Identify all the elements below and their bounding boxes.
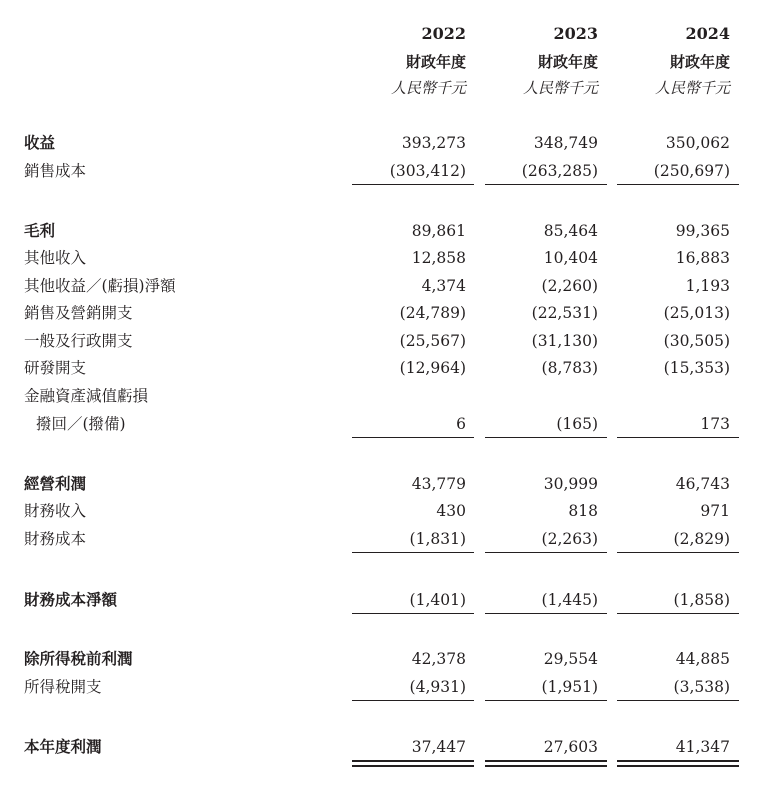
row-label: 毛利 [24, 221, 56, 240]
header-period: 財政年度 [537, 53, 598, 71]
header-unit: 人民幣千元 [654, 79, 730, 97]
row-label: 除所得稅前利潤 [24, 649, 133, 668]
table-row-selling-expenses [0, 302, 760, 324]
value-2024: 44,885 [675, 650, 730, 668]
value-2024: 971 [700, 502, 730, 520]
subtotal-rule [617, 552, 739, 553]
total-double-rule-bottom [485, 765, 607, 767]
table-row-finance-costs [0, 528, 760, 550]
value-2022: (25,567) [399, 332, 466, 350]
subtotal-rule [352, 613, 474, 614]
value-2024: 173 [700, 415, 730, 433]
subtotal-rule [617, 700, 739, 701]
value-2024: 16,883 [675, 249, 730, 267]
row-label: 財務成本淨額 [24, 590, 118, 609]
table-row-finance-income [0, 500, 760, 522]
value-2023: (1,445) [541, 591, 598, 609]
value-2023: 818 [568, 502, 598, 520]
row-label: 銷售成本 [24, 162, 87, 180]
value-2022: 89,861 [411, 222, 466, 240]
column-header-2023 [523, 24, 598, 98]
row-label: 其他收入 [24, 249, 87, 267]
row-label: 撥回／(撥備) [36, 415, 126, 433]
value-2022: 6 [456, 415, 466, 433]
total-double-rule-top [617, 760, 739, 762]
value-2023: 29,554 [543, 650, 598, 668]
subtotal-rule [352, 700, 474, 701]
value-2024: (15,353) [663, 359, 730, 377]
value-2022: 430 [436, 502, 466, 520]
subtotal-rule [485, 552, 607, 553]
subtotal-rule [617, 184, 739, 185]
table-row-cost-of-sales [0, 160, 760, 182]
table-row-other-gains [0, 275, 760, 297]
row-label: 其他收益／(虧損)淨額 [24, 277, 176, 295]
subtotal-rule [352, 437, 474, 438]
value-2024: (3,538) [673, 678, 730, 696]
value-2024: (250,697) [653, 162, 730, 180]
value-2022: 42,378 [411, 650, 466, 668]
value-2022: 12,858 [411, 249, 466, 267]
subtotal-rule [485, 437, 607, 438]
row-label: 收益 [24, 133, 56, 152]
value-2022: (1,401) [409, 591, 466, 609]
row-label: 金融資產減值虧損 [24, 387, 149, 405]
header-period: 財政年度 [405, 53, 466, 71]
value-2022: 43,779 [411, 475, 466, 493]
header-unit: 人民幣千元 [390, 79, 466, 97]
value-2023: (2,260) [541, 277, 598, 295]
value-2023: 10,404 [543, 249, 598, 267]
header-year: 2023 [553, 24, 598, 43]
value-2023: 27,603 [543, 738, 598, 756]
value-2022: (4,931) [409, 678, 466, 696]
value-2023: (8,783) [541, 359, 598, 377]
row-label: 財務成本 [24, 530, 87, 548]
table-row-revenue [0, 132, 760, 154]
subtotal-rule [485, 700, 607, 701]
value-2024: (1,858) [673, 591, 730, 609]
value-2022: 4,374 [421, 277, 466, 295]
value-2023: (1,951) [541, 678, 598, 696]
header-year: 2022 [421, 24, 466, 43]
value-2022: (12,964) [399, 359, 466, 377]
table-row-profit-for-year [0, 736, 760, 758]
header-year: 2024 [685, 24, 730, 43]
table-row-finance-costs-net [0, 589, 760, 611]
subtotal-rule [617, 613, 739, 614]
subtotal-rule [485, 613, 607, 614]
row-label: 銷售及營銷開支 [24, 304, 133, 322]
value-2022: 393,273 [401, 134, 466, 152]
value-2023: (165) [556, 415, 598, 433]
value-2024: (25,013) [663, 304, 730, 322]
row-label: 經營利潤 [24, 474, 87, 493]
total-double-rule-top [352, 760, 474, 762]
value-2024: 46,743 [675, 475, 730, 493]
value-2024: 41,347 [675, 738, 730, 756]
table-row-profit-before-tax [0, 648, 760, 670]
value-2024: 99,365 [675, 222, 730, 240]
value-2023: (2,263) [541, 530, 598, 548]
value-2022: (1,831) [409, 530, 466, 548]
table-row-gross-profit [0, 220, 760, 242]
subtotal-rule [352, 552, 474, 553]
subtotal-rule [485, 184, 607, 185]
header-period: 財政年度 [669, 53, 730, 71]
table-row-income-tax [0, 676, 760, 698]
header-unit: 人民幣千元 [522, 79, 598, 97]
value-2023: 348,749 [533, 134, 598, 152]
row-label: 研發開支 [24, 359, 87, 377]
total-double-rule-bottom [352, 765, 474, 767]
row-label: 財務收入 [24, 502, 87, 520]
value-2024: (30,505) [663, 332, 730, 350]
value-2022: 37,447 [411, 738, 466, 756]
table-row-impairment-heading [0, 385, 760, 407]
column-header-2024 [655, 24, 730, 98]
value-2022: (24,789) [399, 304, 466, 322]
value-2023: (263,285) [521, 162, 598, 180]
row-label: 本年度利潤 [24, 737, 102, 756]
value-2023: (31,130) [531, 332, 598, 350]
column-header-2022 [391, 24, 466, 98]
value-2024: 350,062 [665, 134, 730, 152]
value-2024: (2,829) [673, 530, 730, 548]
subtotal-rule [352, 184, 474, 185]
table-row-rnd-expenses [0, 357, 760, 379]
row-label: 一般及行政開支 [24, 332, 133, 350]
value-2023: 85,464 [543, 222, 598, 240]
value-2023: (22,531) [531, 304, 598, 322]
total-double-rule-top [485, 760, 607, 762]
value-2023: 30,999 [543, 475, 598, 493]
value-2022: (303,412) [389, 162, 466, 180]
row-label: 所得稅開支 [24, 678, 102, 696]
table-row-impairment-reversal [0, 413, 760, 435]
total-double-rule-bottom [617, 765, 739, 767]
table-row-other-income [0, 247, 760, 269]
subtotal-rule [617, 437, 739, 438]
table-row-operating-profit [0, 473, 760, 495]
table-row-admin-expenses [0, 330, 760, 352]
value-2024: 1,193 [685, 277, 730, 295]
